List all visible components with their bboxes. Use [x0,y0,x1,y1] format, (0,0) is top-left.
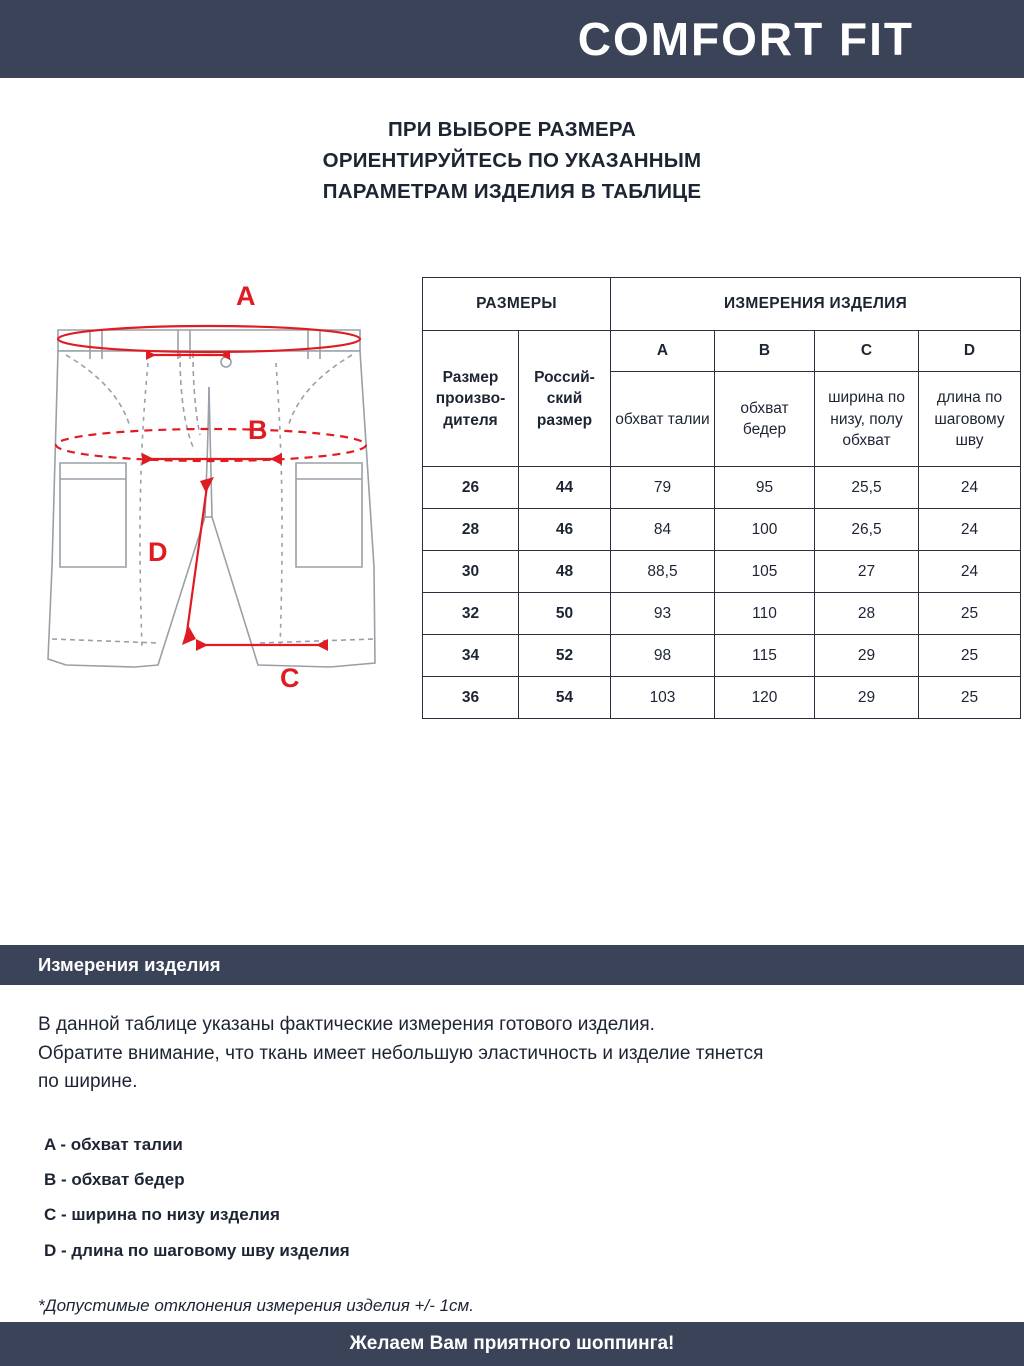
cell-maker-size: 28 [423,509,519,551]
table-row [423,467,1021,509]
notes-paragraph-line-3: по ширине. [38,1071,138,1092]
header-group-sizes: РАЗМЕРЫ [423,278,611,331]
header-desc-b: обхват бедер [715,372,815,467]
notes-section-title: Измерения изделия [0,945,1024,985]
notes-paragraph-line-2: Обратите внимание, что ткань имеет небольшую эластичность и изделие тянется [38,1042,764,1064]
main-content [0,267,1024,719]
notes-section [0,945,1024,1316]
cell-waist: 88,5 [611,551,715,593]
cell-hem-width: 29 [815,635,919,677]
page-footer [0,1322,1024,1366]
cell-russian-size: 50 [519,593,611,635]
cell-russian-size: 48 [519,551,611,593]
cell-russian-size: 54 [519,677,611,719]
cell-maker-size: 26 [423,467,519,509]
page-header [0,0,1024,78]
cell-hem-width: 28 [815,593,919,635]
page-title: COMFORT FIT [577,13,914,65]
table-header-groups [423,278,1021,331]
cell-hip: 100 [715,509,815,551]
cell-inseam: 25 [919,635,1021,677]
legend-item-c: C - ширина по низу изделия [44,1205,280,1225]
cell-hip: 120 [715,677,815,719]
header-letter-c: C [815,331,919,372]
cell-russian-size: 52 [519,635,611,677]
cell-inseam: 24 [919,467,1021,509]
legend-item-a: A - обхват талии [44,1134,183,1154]
intro-text [0,114,1024,207]
header-group-measurements: ИЗМЕРЕНИЯ ИЗДЕЛИЯ [611,278,1021,331]
shorts-diagram [30,267,422,707]
cell-maker-size: 30 [423,551,519,593]
cell-russian-size: 44 [519,467,611,509]
cell-inseam: 25 [919,593,1021,635]
figure-label-b: B [248,415,268,446]
cell-waist: 103 [611,677,715,719]
table-row [423,635,1021,677]
table-header-letters [423,331,1021,372]
cell-hem-width: 25,5 [815,467,919,509]
cell-hem-width: 26,5 [815,509,919,551]
legend-item-d: D - длина по шаговому шву изделия [44,1240,350,1260]
header-col-russian-size: Россий-ский размер [519,331,611,467]
cell-waist: 79 [611,467,715,509]
intro-line-1: ПРИ ВЫБОРЕ РАЗМЕРА [388,118,636,141]
cell-waist: 93 [611,593,715,635]
footer-text: Желаем Вам приятного шоппинга! [349,1333,675,1354]
cell-hip: 115 [715,635,815,677]
legend-item-b: B - обхват бедер [44,1169,185,1189]
size-table-wrapper [422,267,1021,719]
header-letter-b: B [715,331,815,372]
figure-label-d: D [148,537,168,568]
figure-label-a: A [236,281,256,312]
cell-inseam: 25 [919,677,1021,719]
cell-hip: 95 [715,467,815,509]
cell-maker-size: 36 [423,677,519,719]
size-table [422,277,1021,719]
cell-waist: 98 [611,635,715,677]
cell-maker-size: 32 [423,593,519,635]
tolerance-footnote: *Допустимые отклонения измерения изделия +/- 1см. [38,1295,474,1315]
intro-line-2: ОРИЕНТИРУЙТЕСЬ ПО УКАЗАННЫМ [322,149,702,173]
header-letter-a: A [611,331,715,372]
header-col-maker-size: Размер произво-дителя [423,331,519,467]
cell-hip: 110 [715,593,815,635]
cell-inseam: 24 [919,509,1021,551]
measurement-legend [38,1127,986,1268]
cell-inseam: 24 [919,551,1021,593]
intro-line-3: ПАРАМЕТРАМ ИЗДЕЛИЯ В ТАБЛИЦЕ [322,180,702,204]
cell-hem-width: 29 [815,677,919,719]
figure-label-c: C [280,663,300,694]
table-row [423,509,1021,551]
table-row [423,677,1021,719]
cell-hem-width: 27 [815,551,919,593]
notes-paragraph [38,1011,986,1097]
cell-waist: 84 [611,509,715,551]
table-row [423,551,1021,593]
table-row [423,593,1021,635]
cell-maker-size: 34 [423,635,519,677]
cell-hip: 105 [715,551,815,593]
cell-russian-size: 46 [519,509,611,551]
header-desc-d: длина по шаговому шву [919,372,1021,467]
notes-body [0,985,1024,1316]
header-letter-d: D [919,331,1021,372]
header-desc-c: ширина по низу, полу обхват [815,372,919,467]
header-desc-a: обхват талии [611,372,715,467]
notes-paragraph-line-1: В данной таблице указаны фактические измерения готового изделия. [38,1014,655,1035]
